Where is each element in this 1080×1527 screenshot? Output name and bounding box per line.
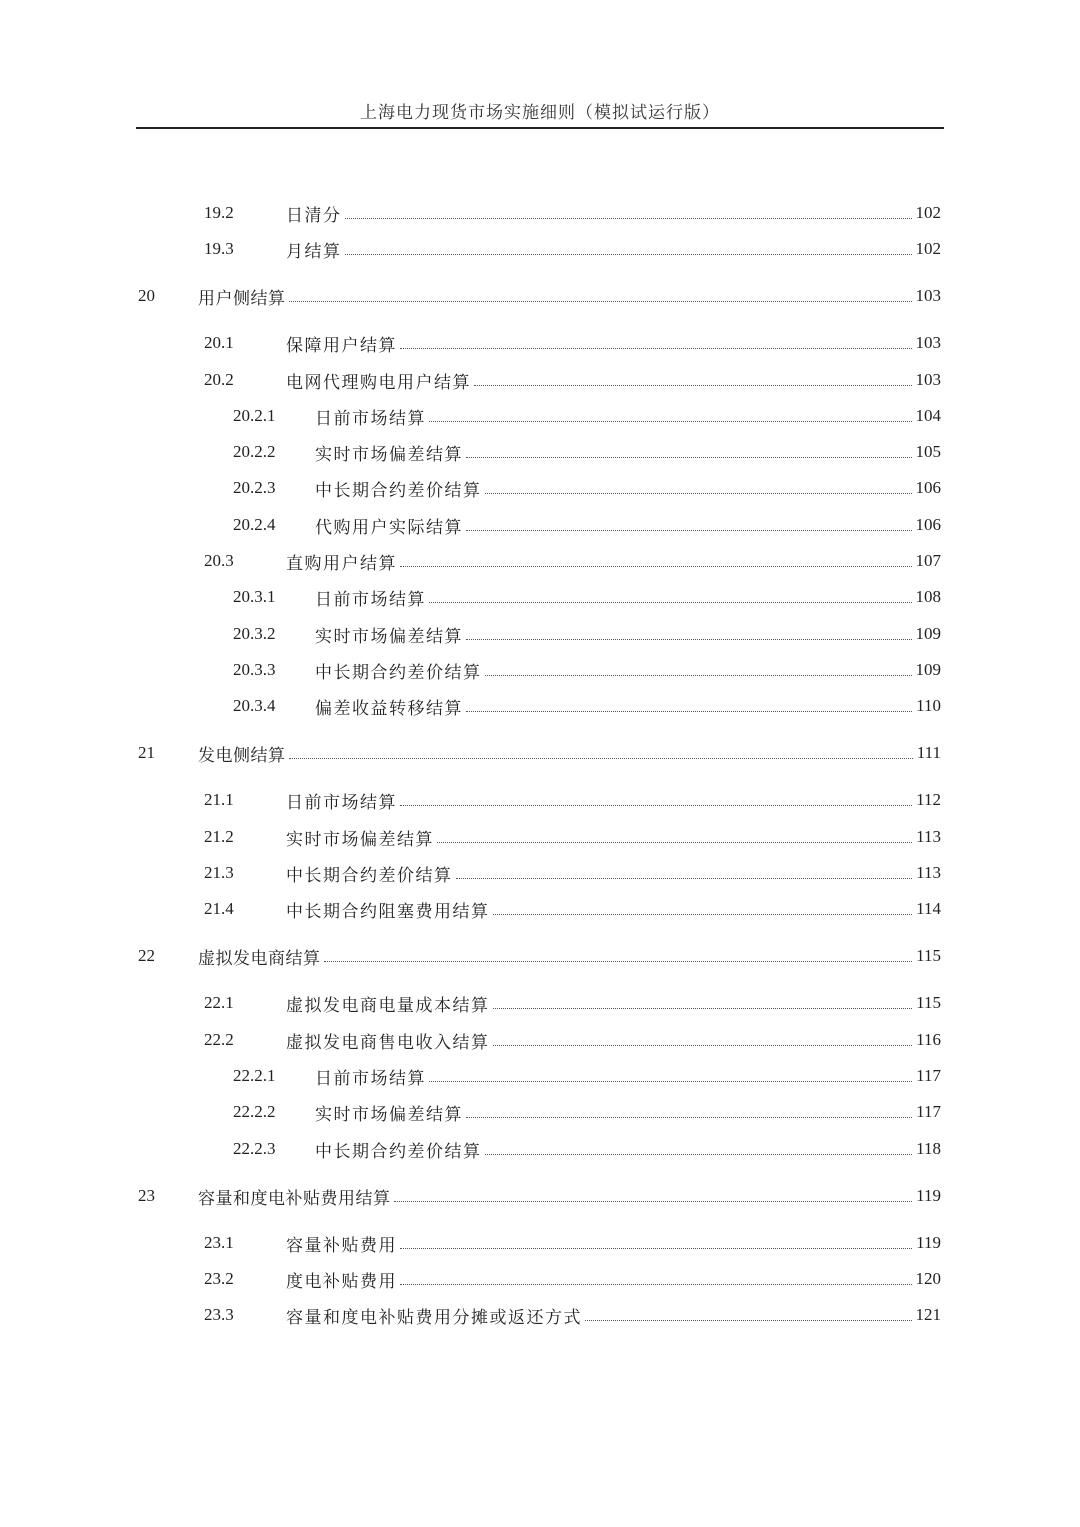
toc-entry-title: 中长期合约差价结算: [315, 480, 482, 501]
toc-entry-page-number: 109: [915, 624, 941, 643]
toc-entry-page-number: 117: [916, 1066, 941, 1085]
toc-entry-title: 日前市场结算: [286, 792, 397, 813]
toc-entry[interactable]: [204, 201, 941, 225]
toc-dot-leader: [485, 1154, 913, 1155]
toc-entry-page-number: 114: [916, 899, 941, 918]
toc-entry-page-number: 113: [916, 863, 941, 882]
toc-entry[interactable]: [204, 331, 941, 355]
toc-entry-page-number: 116: [916, 1030, 941, 1049]
toc-entry[interactable]: [233, 694, 941, 718]
toc-entry[interactable]: [233, 1064, 941, 1088]
toc-entry-number: 22.2.3: [233, 1139, 276, 1158]
toc-entry-page-number: 115: [916, 993, 941, 1012]
toc-dot-leader: [466, 1117, 912, 1118]
toc-entry-number: 21: [138, 743, 155, 762]
toc-entry[interactable]: [138, 1184, 941, 1208]
toc-entry-number: 20.3.1: [233, 587, 276, 606]
toc-entry-title: 虚拟发电商电量成本结算: [286, 995, 490, 1016]
toc-entry[interactable]: [233, 622, 941, 646]
toc-entry-number: 19.2: [204, 203, 234, 222]
toc-dot-leader: [493, 914, 913, 915]
toc-entry-title: 度电补贴费用: [286, 1271, 397, 1292]
toc-dot-leader: [324, 961, 913, 962]
toc-entry-number: 20.2.2: [233, 442, 276, 461]
toc-entry-number: 22.1: [204, 993, 234, 1012]
toc-entry-title: 中长期合约差价结算: [315, 1141, 482, 1162]
toc-entry[interactable]: [233, 585, 941, 609]
toc-entry[interactable]: [204, 237, 941, 261]
toc-entry[interactable]: [204, 1303, 941, 1327]
toc-dot-leader: [456, 878, 913, 879]
toc-entry-number: 22: [138, 946, 155, 965]
toc-entry-page-number: 118: [916, 1139, 941, 1158]
toc-entry-title: 直购用户结算: [286, 553, 397, 574]
toc-dot-leader: [400, 566, 912, 567]
toc-entry[interactable]: [204, 991, 941, 1015]
toc-entry[interactable]: [233, 476, 941, 500]
toc-entry-number: 23.3: [204, 1305, 234, 1324]
toc-entry-page-number: 120: [915, 1269, 941, 1288]
toc-entry[interactable]: [204, 368, 941, 392]
toc-entry[interactable]: [233, 658, 941, 682]
toc-entry-number: 20.2.3: [233, 478, 276, 497]
toc-entry-number: 23: [138, 1186, 155, 1205]
toc-entry-number: 20.3.3: [233, 660, 276, 679]
toc-entry-number: 23.2: [204, 1269, 234, 1288]
toc-entry-title: 虚拟发电商售电收入结算: [286, 1032, 490, 1053]
toc-entry-title: 用户侧结算: [198, 288, 286, 309]
toc-entry-title: 虚拟发电商结算: [198, 948, 321, 969]
toc-entry-page-number: 115: [916, 946, 941, 965]
toc-entry-page-number: 117: [916, 1102, 941, 1121]
toc-entry-title: 中长期合约阻塞费用结算: [286, 901, 490, 922]
toc-entry[interactable]: [204, 549, 941, 573]
toc-entry-title: 月结算: [286, 241, 342, 262]
toc-entry-number: 22.2.1: [233, 1066, 276, 1085]
toc-dot-leader: [289, 301, 912, 302]
toc-entry-number: 20.1: [204, 333, 234, 352]
toc-entry-page-number: 113: [916, 827, 941, 846]
toc-entry-page-number: 112: [916, 790, 941, 809]
toc-entry[interactable]: [204, 1231, 941, 1255]
toc-dot-leader: [289, 758, 913, 759]
toc-entry-page-number: 103: [915, 333, 941, 352]
toc-entry-number: 23.1: [204, 1233, 234, 1252]
toc-entry-page-number: 121: [915, 1305, 941, 1324]
toc-entry-number: 20.3: [204, 551, 234, 570]
toc-dot-leader: [400, 348, 912, 349]
toc-entry-title: 日清分: [286, 205, 342, 226]
toc-entry-title: 日前市场结算: [315, 589, 426, 610]
toc-dot-leader: [466, 457, 912, 458]
toc-entry-page-number: 109: [915, 660, 941, 679]
toc-entry-title: 容量补贴费用: [286, 1235, 397, 1256]
toc-entry-title: 电网代理购电用户结算: [286, 372, 471, 393]
toc-dot-leader: [429, 1081, 912, 1082]
toc-entry-title: 实时市场偏差结算: [286, 829, 434, 850]
toc-dot-leader: [485, 675, 912, 676]
toc-entry-title: 代购用户实际结算: [315, 517, 463, 538]
toc-entry-number: 20.3.4: [233, 696, 276, 715]
toc-entry-page-number: 103: [915, 370, 941, 389]
toc-entry-page-number: 107: [915, 551, 941, 570]
toc-entry[interactable]: [233, 513, 941, 537]
toc-entry[interactable]: [204, 825, 941, 849]
toc-dot-leader: [493, 1008, 913, 1009]
toc-entry-page-number: 105: [915, 442, 941, 461]
toc-entry-page-number: 106: [915, 515, 941, 534]
toc-dot-leader: [466, 711, 912, 712]
toc-entry-number: 22.2: [204, 1030, 234, 1049]
toc-dot-leader: [585, 1320, 912, 1321]
toc-entry[interactable]: [138, 741, 941, 765]
toc-dot-leader: [429, 421, 912, 422]
toc-entry-page-number: 106: [915, 478, 941, 497]
toc-entry-number: 20.3.2: [233, 624, 276, 643]
toc-entry[interactable]: [138, 944, 941, 968]
toc-dot-leader: [394, 1201, 913, 1202]
toc-entry-number: 21.2: [204, 827, 234, 846]
toc-entry[interactable]: [204, 1267, 941, 1291]
toc-entry-page-number: 108: [915, 587, 941, 606]
toc-dot-leader: [400, 805, 912, 806]
toc-entry-number: 21.3: [204, 863, 234, 882]
toc-entry-number: 21.4: [204, 899, 234, 918]
toc-entry-number: 22.2.2: [233, 1102, 276, 1121]
toc-entry-page-number: 104: [915, 406, 941, 425]
toc-entry-page-number: 110: [916, 696, 941, 715]
toc-entry-title: 容量和度电补贴费用结算: [198, 1188, 391, 1209]
toc-dot-leader: [485, 493, 912, 494]
toc-entry-number: 20: [138, 286, 155, 305]
toc-dot-leader: [345, 218, 912, 219]
page-header-title: 上海电力现货市场实施细则（模拟试运行版）: [360, 103, 720, 123]
toc-entry[interactable]: [233, 1100, 941, 1124]
toc-dot-leader: [429, 602, 912, 603]
toc-entry-number: 21.1: [204, 790, 234, 809]
toc-entry-title: 实时市场偏差结算: [315, 1104, 463, 1125]
toc-entry-title: 日前市场结算: [315, 408, 426, 429]
toc-entry-title: 实时市场偏差结算: [315, 444, 463, 465]
toc-entry-title: 保障用户结算: [286, 335, 397, 356]
toc-entry[interactable]: [233, 1137, 941, 1161]
toc-entry-page-number: 111: [916, 743, 941, 762]
toc-dot-leader: [400, 1248, 912, 1249]
toc-entry[interactable]: [204, 1028, 941, 1052]
toc-entry-page-number: 103: [915, 286, 941, 305]
toc-dot-leader: [345, 254, 912, 255]
toc-dot-leader: [466, 530, 912, 531]
toc-entry-title: 日前市场结算: [315, 1068, 426, 1089]
toc-entry-number: 20.2.4: [233, 515, 276, 534]
toc-dot-leader: [437, 842, 912, 843]
toc-entry[interactable]: [233, 440, 941, 464]
toc-entry[interactable]: [138, 284, 941, 308]
toc-entry-title: 中长期合约差价结算: [286, 865, 453, 886]
toc-entry-number: 20.2: [204, 370, 234, 389]
toc-dot-leader: [474, 385, 912, 386]
toc-entry-page-number: 119: [916, 1186, 941, 1205]
toc-entry-page-number: 119: [916, 1233, 941, 1252]
toc-entry[interactable]: [204, 897, 941, 921]
toc-entry-number: 19.3: [204, 239, 234, 258]
toc-entry[interactable]: [204, 861, 941, 885]
toc-dot-leader: [493, 1045, 913, 1046]
toc-entry[interactable]: [204, 788, 941, 812]
toc-entry-page-number: 102: [915, 239, 941, 258]
toc-entry-title: 偏差收益转移结算: [315, 698, 463, 719]
toc-dot-leader: [466, 639, 912, 640]
toc-entry-number: 20.2.1: [233, 406, 276, 425]
toc-entry-title: 容量和度电补贴费用分摊或返还方式: [286, 1307, 582, 1328]
toc-entry-page-number: 102: [915, 203, 941, 222]
toc-entry-title: 中长期合约差价结算: [315, 662, 482, 683]
toc-entry-title: 发电侧结算: [198, 745, 286, 766]
toc-entry-title: 实时市场偏差结算: [315, 626, 463, 647]
toc-dot-leader: [400, 1284, 912, 1285]
toc-entry[interactable]: [233, 404, 941, 428]
